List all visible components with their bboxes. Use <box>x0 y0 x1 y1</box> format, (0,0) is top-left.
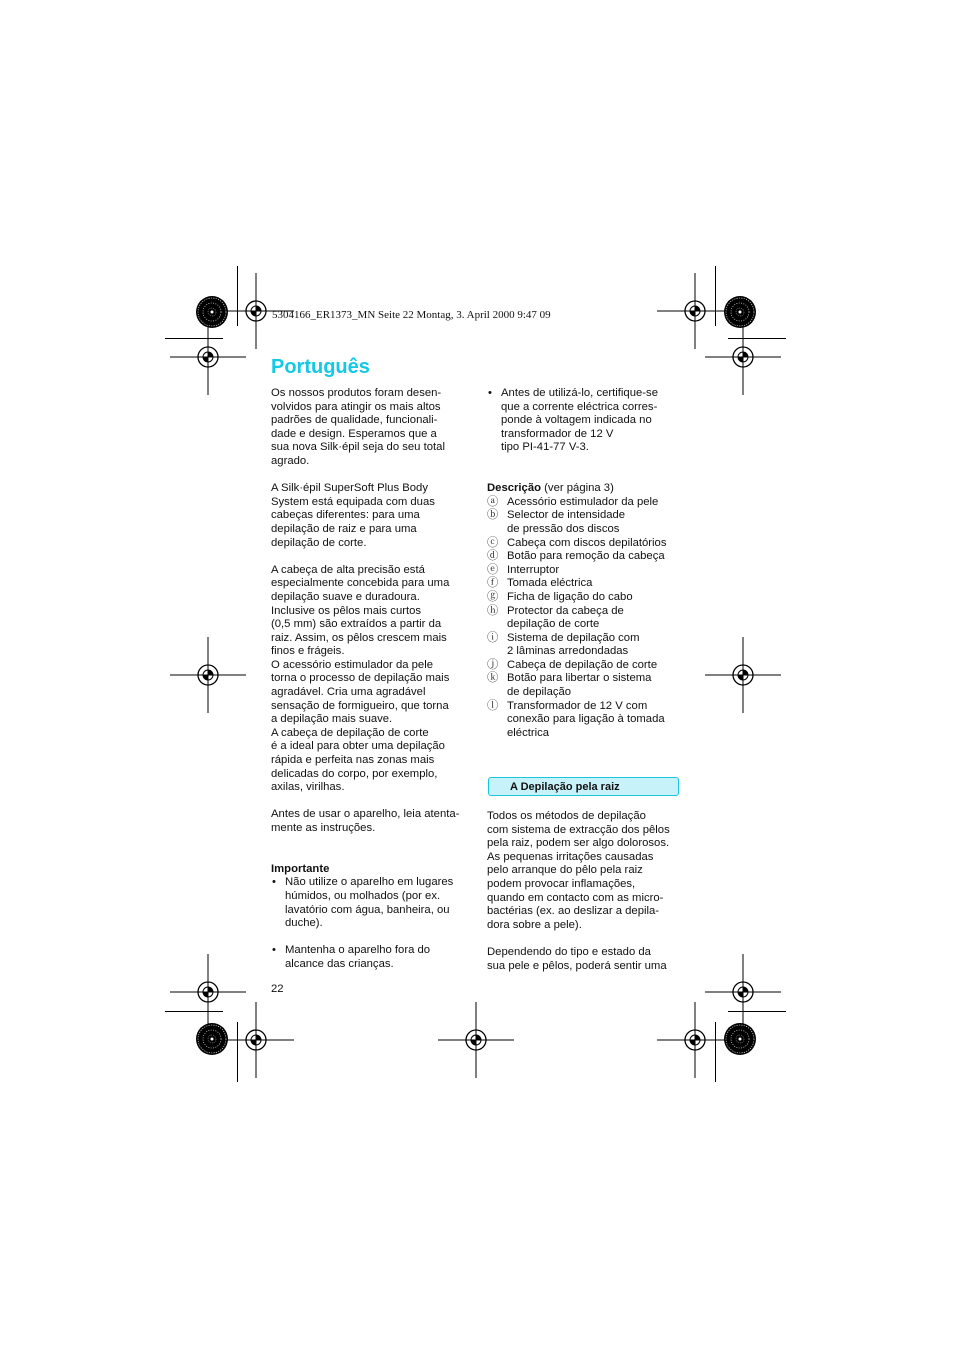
list-item: ⓖ Ficha de ligação do cabo <box>487 590 633 603</box>
page-number: 22 <box>271 983 284 995</box>
list-item: ⓚ Botão para libertar o sistema de depilação <box>487 672 652 699</box>
list-item: ⓔ Interruptor <box>487 563 560 576</box>
print-header: 5304166_ER1373_MN Seite 22 Montag, 3. April 2000 9:47 09 <box>272 309 551 321</box>
intro-paragraph: Os nossos produtos foram desen- volvidos para atingir os mais altos padrões de qualidade, funcionali- dade e design. Esperamos que a sua nova Silk·épil seja do seu total agrado. <box>271 387 445 467</box>
right-column <box>487 387 687 740</box>
bullet-item: • Não utilize o aparelho em lugares húmidos, ou molhados (por ex. lavatório com água, banheira, ou duche). <box>272 876 454 930</box>
read-instructions-paragraph: Antes de usar o aparelho, leia atenta- mente as instruções. <box>271 808 460 834</box>
list-item: ⓒ Cabeça com discos depilatórios <box>487 536 667 549</box>
list-item: ⓑ Selector de intensidade de pressão dos discos <box>487 509 626 535</box>
system-paragraph: A Silk·épil SuperSoft Plus Body System está equipada com duas cabeças diferentes: para uma depilação de raiz e para uma depilação de corte. <box>271 482 435 549</box>
description-heading: Descrição (ver página 3) <box>487 482 614 495</box>
bullet-item: • Antes de utilizá-lo, certifique-se que a corrente eléctrica corres- ponde à voltagem indicada no transformador de 12 V tipo PI-41-77 V-3. <box>488 387 658 454</box>
list-item: ⓗ Protector da cabeça de depilação de corte <box>487 604 624 631</box>
important-heading: Importante <box>271 862 330 875</box>
section-heading-bar: A Depilação pela raiz <box>488 777 679 796</box>
list-item: ⓛ Transformador de 12 V com conexão para ligação à tomada eléctrica <box>487 699 665 739</box>
list-item: ⓙ Cabeça de depilação de corte <box>487 658 658 671</box>
list-item: ⓘ Sistema de depilação com 2 lâminas arredondadas <box>487 631 640 658</box>
skin-type-paragraph: Dependendo do tipo e estado da sua pele e pêlos, poderá sentir uma <box>487 945 667 972</box>
list-item: ⓕ Tomada eléctrica <box>487 577 593 590</box>
page-title: Português <box>271 356 370 378</box>
list-item: ⓐ Acessório estimulador da pele <box>487 495 659 508</box>
description-list <box>487 496 687 741</box>
root-depilation-paragraph: Todos os métodos de depilação com sistema de extracção dos pêlos pela raiz, podem ser algo dolorosos. As pequenas irritações causadas pelo arranque do pêlo pela raiz podem provocar inflamações, quando em contacto com as micro- bactérias (ex. ao deslizar a depila- dora sobre a pele). <box>487 810 670 931</box>
right-column-lower <box>487 810 687 973</box>
precision-paragraph: A cabeça de alta precisão está especialmente concebida para uma depilação suave e duradoura. Inclusive os pêlos mais curtos (0,5 mm) são extraídos a partir da raiz. Assim, os pêlos crescem mais finos e frágeis. O acessório estimulador da pele torna o processo de depilação mais agradável. Cria uma agradável sensação de formigueiro, que torna a depilação mais suave. A cabeça de depilação de corte é a ideal para obter uma depilação rápida e perfeita nas zonas mais delicadas do corpo, por exemplo, axilas, virilhas. <box>271 563 450 794</box>
left-column <box>271 387 471 972</box>
bullet-item: • Mantenha o aparelho fora do alcance das crianças. <box>272 944 431 970</box>
list-item: ⓓ Botão para remoção da cabeça <box>487 550 665 563</box>
